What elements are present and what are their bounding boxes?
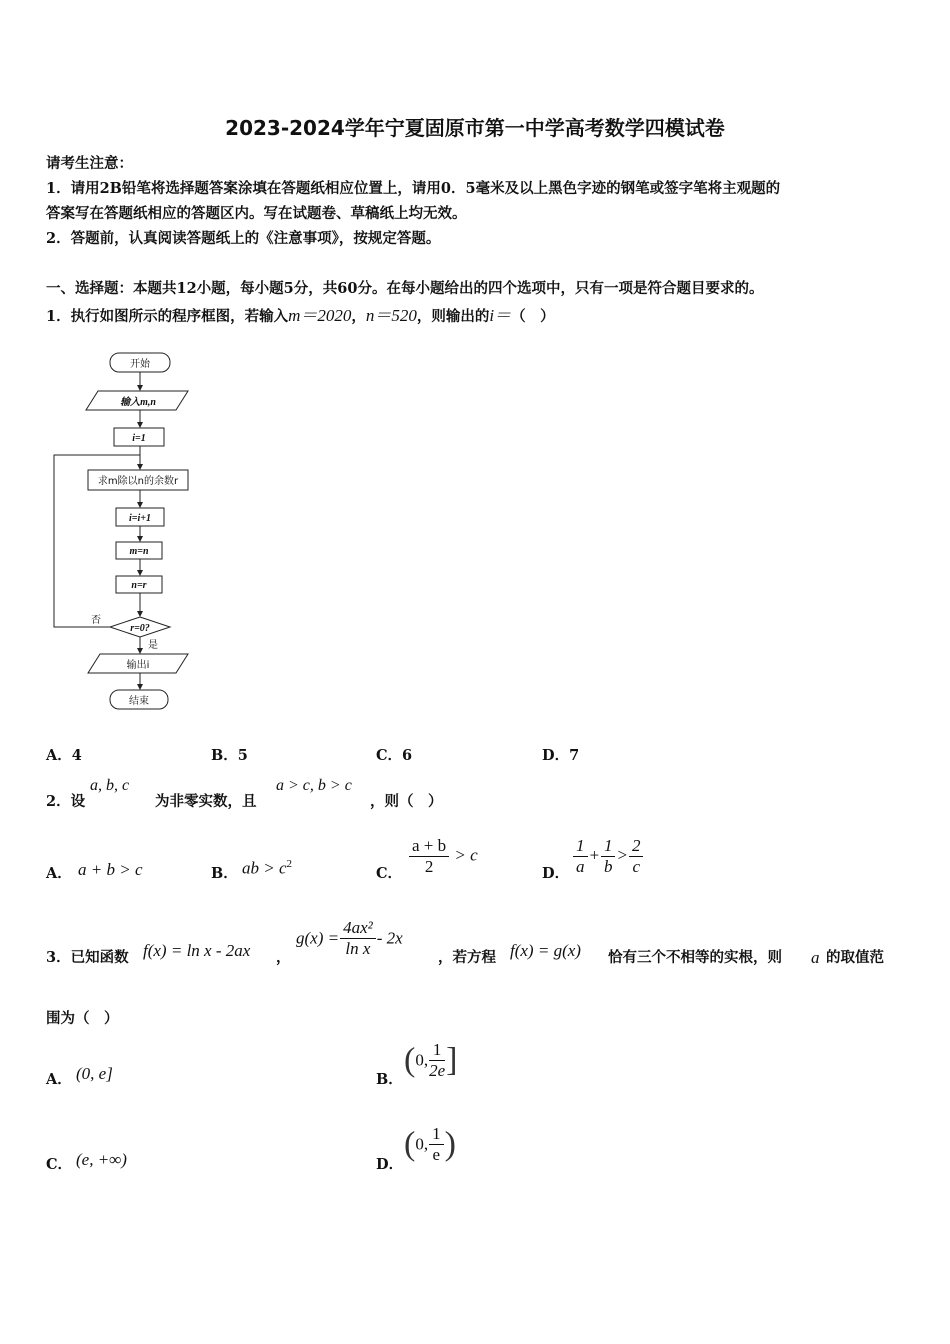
notice-line-2: 2．答题前，认真阅读答题纸上的《注意事项》，按规定答题。	[46, 230, 441, 247]
q1-n-value: n＝520	[365, 306, 417, 325]
q2-option-c-num: a + b	[409, 836, 449, 857]
q3-option-b-pre: 0,	[415, 1050, 429, 1070]
q3-mid: ，若方程	[438, 949, 496, 966]
q3-equation: f(x) = g(x)	[510, 941, 581, 960]
q2-option-d-label[interactable]: D．	[542, 865, 570, 882]
flow-increment-label: i=i+1	[129, 513, 151, 524]
q3-option-d-close: )	[444, 1125, 456, 1163]
q1-i: i＝	[489, 306, 512, 325]
q3-option-b-label[interactable]: B．	[376, 1071, 403, 1088]
q3-g-definition	[296, 918, 403, 959]
q3-g-den: ln x	[345, 939, 371, 958]
q3-option-d[interactable]	[404, 1124, 456, 1165]
q2-option-d-num2: 1	[601, 836, 616, 857]
q3-option-d-label[interactable]: D．	[376, 1156, 404, 1173]
q2-option-d-den1: a	[576, 857, 585, 876]
q3-prefix: 3．已知函数	[46, 949, 129, 966]
q1-suffix: （ ）	[511, 308, 555, 325]
q2-option-c[interactable]	[408, 836, 478, 877]
q3-g-rhs: - 2x	[376, 928, 403, 948]
q3-comma: ，	[276, 949, 291, 966]
q3-option-d-num: 1	[429, 1124, 444, 1145]
q2-option-d-plus: +	[588, 845, 600, 865]
q1-prefix: 1．执行如图所示的程序框图，若输入	[46, 308, 289, 325]
notice-heading: 请考生注意：	[46, 155, 133, 172]
flow-init-label: i=1	[132, 433, 146, 444]
q1-m-value: m＝2020	[288, 306, 352, 325]
q3-option-d-den: e	[432, 1145, 441, 1164]
q2-option-d-num3: 2	[629, 836, 644, 857]
q2-option-d-den3: c	[632, 857, 640, 876]
q3-g-lhs: g(x) =	[296, 928, 340, 948]
flow-output-label: 输出i	[126, 660, 150, 671]
flow-assign-m-label: m=n	[129, 546, 149, 557]
q3-option-c[interactable]: (e, +∞)	[76, 1150, 127, 1169]
q3-mid2: 恰有三个不相等的实根，则	[608, 949, 782, 966]
q2-option-b-exp: 2	[286, 858, 293, 870]
q1-option-a[interactable]: A．4	[46, 747, 82, 764]
q1-sep: ，	[351, 308, 366, 325]
q3-option-a[interactable]: (0, e]	[76, 1064, 113, 1083]
q1-option-b[interactable]: B．5	[211, 747, 248, 764]
q3-option-a-label[interactable]: A．	[46, 1071, 72, 1088]
flow-assign-n-label: n=r	[131, 580, 147, 591]
q2-option-d-den2: b	[603, 857, 613, 876]
question-1	[46, 301, 555, 326]
q3-suffix: 的取值范	[826, 949, 884, 966]
section-heading: 一、选择题：本题共12小题，每小题5分，共60分。在每小题给出的四个选项中，只有一项是符合题目要求的。	[46, 280, 764, 297]
q3-option-b[interactable]	[404, 1040, 457, 1081]
q2-vars: a, b, c	[90, 777, 130, 794]
flow-no-label: 否	[91, 615, 101, 626]
q2-suffix: ，则（ ）	[370, 793, 443, 810]
flow-yes-label: 是	[148, 640, 158, 651]
q2-prefix: 2．设	[46, 793, 86, 810]
q2-option-c-rhs: > c	[454, 845, 478, 865]
q1-option-c[interactable]: C．6	[376, 747, 413, 764]
q3-option-c-label[interactable]: C．	[46, 1156, 73, 1173]
q2-option-c-den: 2	[424, 857, 434, 876]
q2-option-c-label[interactable]: C．	[376, 865, 403, 882]
page-title: 2023-2024学年宁夏固原市第一中学高考数学四模试卷	[225, 116, 725, 140]
q3-option-d-open: (	[404, 1125, 416, 1163]
q3-g-num: 4ax²	[340, 918, 376, 939]
q2-option-d[interactable]	[572, 836, 644, 877]
q3-param-a: a	[811, 948, 820, 967]
program-flowchart	[40, 340, 210, 720]
flow-end-label: 结束	[129, 696, 149, 707]
notice-line-1b: 答案写在答题纸相应的答题区内。写在试题卷、草稿纸上均无效。	[46, 205, 467, 222]
q3-option-b-num: 1	[429, 1040, 445, 1061]
q3-line2: 围为（ ）	[46, 1010, 119, 1027]
q1-mid: ，则输出的	[416, 308, 490, 325]
q3-f-definition: f(x) = ln x - 2ax	[143, 941, 251, 960]
notice-line-1a: 1．请用2B铅笔将选择题答案涂填在答题纸相应位置上，请用0．5毫米及以上黑色字迹的钢笔或签字笔将主观题的	[46, 180, 781, 197]
q2-option-b-expr: ab > c	[242, 858, 287, 878]
q1-option-d[interactable]: D．7	[542, 747, 580, 764]
q3-option-b-close: ]	[446, 1041, 458, 1079]
flow-start-label: 开始	[130, 359, 150, 370]
q2-option-a-label[interactable]: A．	[46, 865, 72, 882]
q2-option-d-num1: 1	[573, 836, 588, 857]
q2-option-d-gt: >	[616, 845, 628, 865]
flow-remainder-label: 求m除以n的余数r	[97, 476, 179, 487]
q3-option-b-open: (	[404, 1041, 416, 1079]
flow-input-label: 输入m,n	[120, 397, 156, 408]
q2-option-a[interactable]: a + b > c	[78, 860, 143, 879]
q3-option-d-pre: 0,	[415, 1134, 429, 1154]
q2-mid: 为非零实数，且	[155, 793, 257, 810]
q3-option-b-den: 2e	[429, 1061, 446, 1080]
q2-option-b[interactable]	[242, 858, 292, 878]
q2-option-b-label[interactable]: B．	[211, 865, 238, 882]
flow-condition-label: r=0?	[130, 623, 150, 634]
q2-condition: a > c, b > c	[276, 777, 352, 794]
